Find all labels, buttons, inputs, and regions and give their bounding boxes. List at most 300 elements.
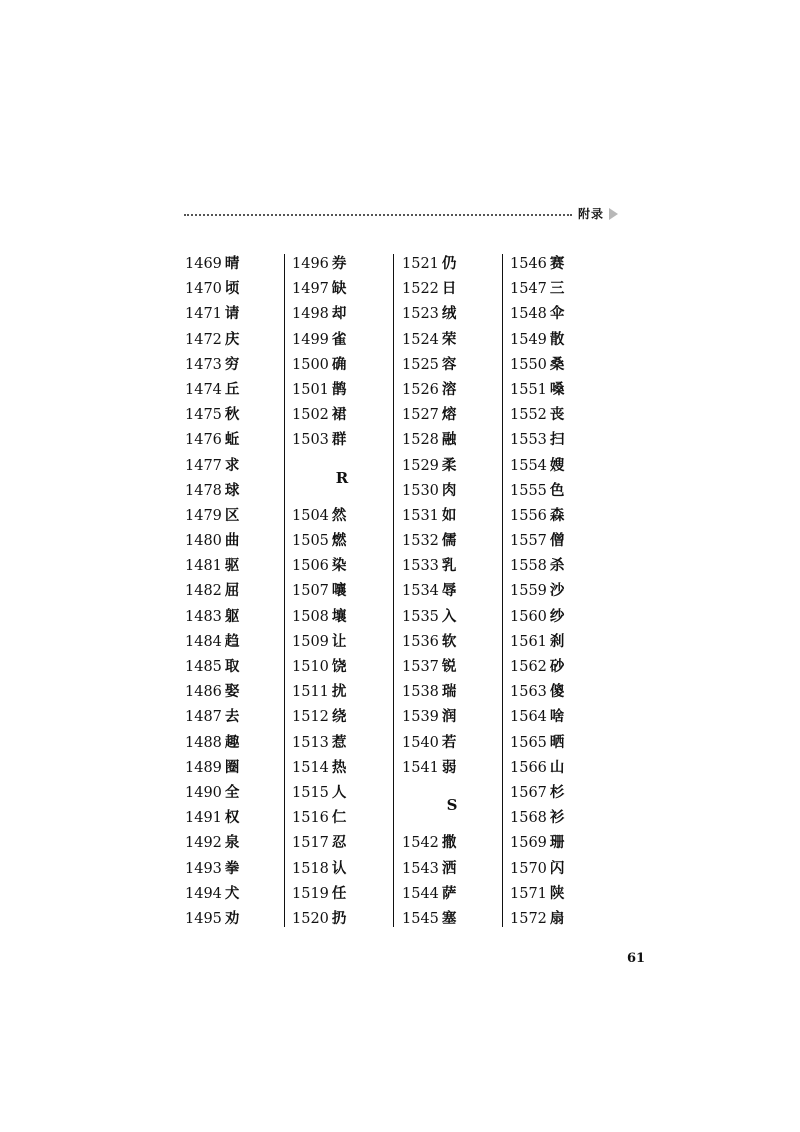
- index-entry: [510, 629, 610, 654]
- entry-number: 1540: [402, 734, 439, 751]
- entry-number: 1548: [510, 306, 547, 323]
- index-entry: [402, 352, 502, 377]
- index-entry: [185, 578, 285, 603]
- index-entry: [185, 453, 285, 478]
- entry-character: 蚯: [224, 431, 240, 449]
- entry-number: 1527: [402, 407, 439, 424]
- entry-character: 杀: [549, 557, 565, 575]
- entry-character: 娶: [224, 683, 240, 701]
- index-entry: [185, 629, 285, 654]
- index-entry: [292, 553, 392, 578]
- entry-character: 秋: [224, 406, 240, 424]
- index-entry: [402, 755, 502, 780]
- index-entry: [185, 276, 285, 301]
- index-entry: [292, 377, 392, 402]
- entry-character: 嚷: [331, 582, 347, 600]
- index-entry: [185, 654, 285, 679]
- entry-number: 1518: [292, 860, 329, 877]
- index-entry: [510, 528, 610, 553]
- entry-number: 1514: [292, 759, 329, 776]
- entry-character: 砂: [549, 658, 565, 675]
- entry-number: 1472: [185, 331, 222, 348]
- index-entry: [402, 704, 502, 729]
- index-entry: [402, 856, 502, 881]
- entry-number: 1489: [185, 759, 222, 776]
- entry-character: 趋: [224, 632, 240, 650]
- entry-character: 色: [549, 481, 565, 499]
- index-entry: [510, 427, 610, 452]
- entry-number: 1562: [510, 659, 547, 675]
- index-entry: [510, 805, 610, 830]
- entry-number: 1513: [292, 734, 329, 751]
- entry-character: 乳: [441, 557, 457, 575]
- index-entry: [402, 377, 502, 402]
- entry-number: 1516: [292, 810, 329, 827]
- index-entry: [292, 604, 392, 629]
- index-entry: [510, 503, 610, 528]
- entry-number: 1502: [292, 407, 329, 424]
- index-entry: [510, 251, 610, 276]
- entry-character: 溶: [441, 380, 457, 398]
- entry-number: 1532: [402, 533, 439, 550]
- entry-character: 伞: [549, 305, 565, 323]
- index-entry: [292, 251, 392, 276]
- index-entry: [402, 881, 502, 906]
- index-entry: [510, 856, 610, 881]
- index-entry: [402, 553, 502, 578]
- entry-number: 1522: [402, 281, 439, 298]
- entry-character: 如: [441, 506, 457, 524]
- entry-number: 1490: [185, 784, 222, 801]
- entry-number: 1526: [402, 381, 439, 398]
- index-column-4: [510, 251, 610, 931]
- entry-number: 1535: [402, 608, 439, 625]
- entry-character: 顷: [224, 280, 240, 298]
- entry-number: 1475: [185, 407, 222, 424]
- entry-number: 1496: [292, 256, 329, 272]
- entry-character: 僧: [549, 532, 565, 550]
- index-entry: [402, 301, 502, 326]
- index-column-2: [292, 251, 392, 931]
- entry-character: 壤: [331, 607, 347, 625]
- entry-number: 1547: [510, 281, 547, 298]
- index-entry: [510, 906, 610, 931]
- entry-character: 圈: [224, 758, 240, 776]
- entry-character: 三: [549, 280, 565, 298]
- index-entry: [510, 578, 610, 603]
- entry-number: 1555: [510, 482, 547, 499]
- index-entry: [402, 654, 502, 679]
- entry-character: 取: [224, 658, 240, 675]
- entry-character: 嗓: [549, 380, 565, 398]
- entry-character: 沙: [549, 582, 565, 600]
- index-entry: [292, 805, 392, 830]
- index-entry: [402, 629, 502, 654]
- entry-character: 辱: [441, 582, 457, 600]
- entry-character: 劝: [224, 909, 240, 927]
- column-divider: [502, 254, 503, 927]
- index-entry: [185, 553, 285, 578]
- entry-character: 润: [441, 708, 457, 726]
- entry-number: 1569: [510, 835, 547, 852]
- entry-number: 1481: [185, 558, 222, 575]
- entry-character: 缺: [331, 280, 347, 298]
- entry-character: 权: [224, 809, 240, 827]
- section-title: 附录: [578, 207, 605, 221]
- index-entry: [510, 755, 610, 780]
- index-entry: [292, 906, 392, 931]
- index-entry: [185, 327, 285, 352]
- entry-number: 1476: [185, 432, 222, 449]
- entry-character: 请: [224, 305, 240, 323]
- entry-number: 1497: [292, 281, 329, 298]
- index-entry: [402, 604, 502, 629]
- entry-number: 1486: [185, 684, 222, 701]
- entry-character: 全: [224, 783, 240, 801]
- entry-character: 认: [331, 859, 347, 877]
- index-entry: [510, 377, 610, 402]
- index-entry: [510, 327, 610, 352]
- entry-number: 1499: [292, 331, 329, 348]
- entry-number: 1570: [510, 860, 547, 877]
- entry-character: 弱: [441, 758, 457, 776]
- entry-number: 1568: [510, 810, 547, 827]
- entry-number: 1523: [402, 306, 439, 323]
- index-entry: [402, 503, 502, 528]
- index-entry: [510, 604, 610, 629]
- entry-number: 1480: [185, 533, 222, 550]
- entry-number: 1484: [185, 633, 222, 650]
- index-entry: [510, 402, 610, 427]
- index-entry: [185, 730, 285, 755]
- entry-number: 1557: [510, 533, 547, 550]
- column-divider: [284, 254, 285, 927]
- entry-number: 1492: [185, 835, 222, 852]
- entry-number: 1567: [510, 784, 547, 801]
- entry-character: 山: [549, 758, 565, 776]
- entry-character: 去: [224, 708, 240, 726]
- entry-number: 1541: [402, 759, 439, 776]
- entry-character: 雀: [331, 330, 347, 348]
- entry-number: 1571: [510, 885, 547, 902]
- entry-character: 屈: [224, 582, 240, 600]
- entry-character: 惹: [331, 733, 347, 751]
- index-entry: [185, 906, 285, 931]
- entry-character: 区: [224, 506, 240, 524]
- entry-number: 1525: [402, 356, 439, 373]
- entry-character: 忍: [331, 834, 347, 852]
- entry-character: 却: [331, 305, 347, 323]
- index-entry: [292, 730, 392, 755]
- entry-character: 丘: [224, 380, 240, 398]
- entry-character: 穷: [224, 355, 240, 373]
- entry-character: 撒: [441, 834, 457, 852]
- header-dotted-rule: [184, 214, 572, 216]
- entry-character: 庆: [224, 330, 240, 348]
- index-entry: [185, 503, 285, 528]
- index-entry: [510, 453, 610, 478]
- entry-character: 然: [331, 506, 347, 524]
- entry-number: 1530: [402, 482, 439, 499]
- index-entry: [185, 704, 285, 729]
- entry-character: 融: [441, 431, 457, 449]
- entry-character: 儒: [441, 532, 457, 550]
- entry-character: 扔: [331, 909, 347, 927]
- entry-character: 仍: [441, 255, 457, 272]
- entry-number: 1543: [402, 860, 439, 877]
- index-entry: [510, 881, 610, 906]
- index-column-3: [402, 251, 502, 931]
- entry-number: 1494: [185, 885, 222, 902]
- index-entry: [292, 856, 392, 881]
- entry-number: 1521: [402, 256, 439, 272]
- entry-character: 刹: [549, 632, 565, 650]
- entry-number: 1533: [402, 558, 439, 575]
- index-entry: [292, 830, 392, 855]
- entry-number: 1508: [292, 608, 329, 625]
- entry-number: 1488: [185, 734, 222, 751]
- entry-character: 人: [331, 783, 347, 801]
- entry-number: 1552: [510, 407, 547, 424]
- entry-character: 确: [331, 355, 347, 373]
- index-entry: [510, 704, 610, 729]
- index-entry: [510, 276, 610, 301]
- index-entry: [402, 906, 502, 931]
- entry-number: 1524: [402, 331, 439, 348]
- index-entry: [510, 830, 610, 855]
- entry-character: 日: [441, 280, 457, 298]
- entry-number: 1493: [185, 860, 222, 877]
- entry-number: 1503: [292, 432, 329, 449]
- index-entry: [510, 780, 610, 805]
- entry-character: 森: [549, 506, 565, 524]
- index-entry: [185, 679, 285, 704]
- index-entry: [402, 830, 502, 855]
- entry-character: 桑: [549, 355, 565, 373]
- entry-character: 躯: [224, 607, 240, 625]
- index-entry: [292, 578, 392, 603]
- entry-character: 扰: [331, 683, 347, 701]
- entry-number: 1566: [510, 759, 547, 776]
- entry-number: 1559: [510, 583, 547, 600]
- index-entry: [292, 427, 392, 452]
- index-entry: [292, 654, 392, 679]
- index-entry: [185, 604, 285, 629]
- index-entry: [510, 553, 610, 578]
- entry-number: 1471: [185, 306, 222, 323]
- index-entry: [292, 327, 392, 352]
- entry-number: 1506: [292, 558, 329, 575]
- entry-character: 丧: [549, 406, 565, 424]
- entry-number: 1539: [402, 709, 439, 726]
- index-entry: [292, 755, 392, 780]
- entry-number: 1520: [292, 910, 329, 927]
- index-entry: [292, 679, 392, 704]
- entry-character: 嫂: [549, 456, 565, 474]
- index-entry: [185, 830, 285, 855]
- entry-character: 仁: [331, 809, 347, 827]
- index-entry: [510, 654, 610, 679]
- index-entry: [510, 352, 610, 377]
- entry-number: 1531: [402, 507, 439, 524]
- entry-character: 裙: [331, 406, 347, 424]
- entry-number: 1537: [402, 659, 439, 675]
- index-entry: [402, 453, 502, 478]
- entry-number: 1482: [185, 583, 222, 600]
- entry-character: 晴: [224, 255, 240, 272]
- entry-character: 傻: [549, 683, 565, 701]
- entry-character: 肉: [441, 481, 457, 499]
- entry-number: 1528: [402, 432, 439, 449]
- index-entry: [402, 478, 502, 503]
- entry-number: 1510: [292, 659, 329, 676]
- entry-number: 1491: [185, 810, 222, 827]
- entry-number: 1479: [185, 507, 222, 524]
- index-entry: [185, 805, 285, 830]
- index-entry: [402, 402, 502, 427]
- index-entry: [185, 881, 285, 906]
- entry-number: 1558: [510, 558, 547, 575]
- entry-number: 1483: [185, 608, 222, 625]
- entry-character: 驱: [224, 557, 240, 575]
- entry-character: 荣: [441, 330, 457, 348]
- section-letter-heading: S: [446, 795, 458, 814]
- entry-number: 1549: [510, 331, 547, 348]
- index-entry: [292, 276, 392, 301]
- entry-number: 1556: [510, 507, 547, 524]
- entry-number: 1470: [185, 281, 222, 298]
- index-entry: [402, 679, 502, 704]
- index-entry: [292, 301, 392, 326]
- entry-number: 1554: [510, 457, 547, 474]
- index-entry: [510, 478, 610, 503]
- entry-character: 扇: [549, 909, 565, 927]
- entry-character: 闪: [549, 859, 565, 877]
- entry-character: 晒: [549, 733, 565, 751]
- entry-number: 1553: [510, 432, 547, 449]
- index-entry: [510, 679, 610, 704]
- entry-number: 1560: [510, 608, 547, 625]
- entry-number: 1551: [510, 381, 547, 398]
- entry-number: 1544: [402, 885, 439, 902]
- entry-number: 1504: [292, 507, 329, 524]
- entry-number: 1498: [292, 306, 329, 323]
- index-entry: [510, 730, 610, 755]
- entry-number: 1564: [510, 709, 547, 726]
- index-entry: [185, 528, 285, 553]
- index-entry: [185, 352, 285, 377]
- index-entry: [185, 301, 285, 326]
- entry-character: 任: [331, 884, 347, 902]
- entry-character: 瑞: [441, 683, 457, 701]
- index-entry: [402, 730, 502, 755]
- index-column-1: [185, 251, 285, 931]
- entry-number: 1507: [292, 583, 329, 600]
- entry-number: 1572: [510, 910, 547, 927]
- index-entry: [185, 377, 285, 402]
- entry-character: 衫: [549, 809, 565, 827]
- page-number: 61: [627, 951, 646, 966]
- entry-character: 洒: [441, 859, 457, 877]
- entry-number: 1495: [185, 910, 222, 927]
- entry-number: 1542: [402, 835, 439, 852]
- entry-number: 1565: [510, 734, 547, 751]
- triangle-right-icon: [609, 208, 618, 220]
- entry-character: 萨: [441, 884, 457, 902]
- entry-number: 1519: [292, 885, 329, 902]
- entry-number: 1501: [292, 381, 329, 398]
- entry-character: 犬: [224, 884, 240, 902]
- entry-character: 券: [331, 255, 347, 272]
- index-entry: [292, 352, 392, 377]
- entry-character: 若: [441, 733, 457, 751]
- entry-number: 1469: [185, 256, 222, 272]
- entry-character: 容: [441, 355, 457, 373]
- entry-character: 热: [331, 758, 347, 776]
- index-entry: [402, 427, 502, 452]
- entry-character: 啥: [549, 708, 565, 726]
- entry-character: 染: [331, 557, 347, 575]
- entry-number: 1515: [292, 784, 329, 801]
- index-entry: [510, 301, 610, 326]
- index-entry: [402, 578, 502, 603]
- index-entry: [185, 755, 285, 780]
- entry-character: 鹊: [331, 380, 347, 398]
- entry-number: 1536: [402, 633, 439, 650]
- entry-character: 拳: [224, 859, 240, 877]
- entry-number: 1529: [402, 457, 439, 474]
- index-entry: [292, 881, 392, 906]
- entry-character: 陕: [549, 884, 565, 902]
- index-entry: [292, 780, 392, 805]
- entry-number: 1487: [185, 709, 222, 726]
- entry-number: 1550: [510, 356, 547, 373]
- entry-character: 绕: [331, 708, 347, 726]
- entry-character: 泉: [224, 834, 240, 852]
- index-entry: [185, 402, 285, 427]
- entry-character: 软: [441, 632, 457, 650]
- entry-number: 1512: [292, 709, 329, 726]
- entry-number: 1546: [510, 256, 547, 272]
- entry-character: 绒: [441, 305, 457, 323]
- entry-number: 1538: [402, 684, 439, 701]
- entry-character: 扫: [549, 431, 565, 449]
- entry-character: 散: [549, 330, 565, 348]
- index-entry: [185, 478, 285, 503]
- entry-number: 1500: [292, 356, 329, 373]
- entry-character: 趣: [224, 733, 240, 751]
- index-entry: [185, 251, 285, 276]
- entry-character: 球: [224, 481, 240, 499]
- entry-number: 1561: [510, 633, 547, 650]
- entry-character: 求: [224, 456, 240, 474]
- entry-character: 锐: [441, 658, 457, 675]
- entry-character: 群: [331, 431, 347, 449]
- entry-character: 纱: [549, 607, 565, 625]
- entry-character: 塞: [441, 909, 457, 927]
- entry-character: 珊: [549, 834, 565, 852]
- entry-number: 1509: [292, 633, 329, 650]
- entry-number: 1473: [185, 356, 222, 373]
- index-entry: [292, 402, 392, 427]
- index-entry: [402, 276, 502, 301]
- entry-number: 1474: [185, 381, 222, 398]
- entry-character: 熔: [441, 406, 457, 424]
- entry-number: 1563: [510, 684, 547, 701]
- entry-number: 1534: [402, 583, 439, 600]
- entry-number: 1545: [402, 910, 439, 927]
- entry-character: 让: [331, 632, 347, 650]
